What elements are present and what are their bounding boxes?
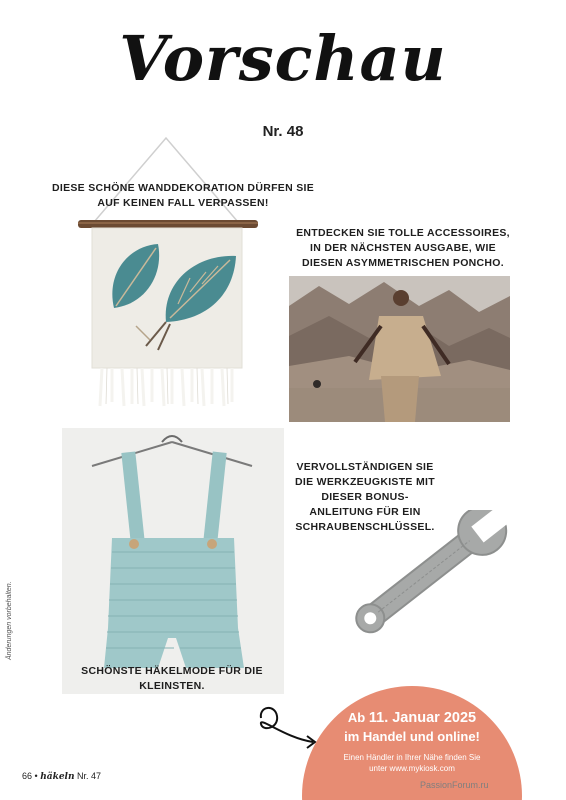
badge-dealer-info: Einen Händler in Ihrer Nähe finden Sie unter www.mykiosk.com bbox=[343, 753, 481, 773]
tools-caption: VERVOLLSTÄNDIGEN SIE DIE WERKZEUGKISTE MIT DIESER BONUS-ANLEITUNG FÜR EIN SCHRAUBENSCHLÜSSEL. bbox=[295, 461, 435, 533]
page-title: Vorschau bbox=[119, 22, 447, 95]
page-footer bbox=[22, 771, 101, 782]
magazine-brand: häkeln bbox=[40, 772, 75, 782]
wall-decoration-caption: DIESE SCHÖNE WANDDEKORATION DÜRFEN SIE AUF KEINEN FALL VERPASSEN! bbox=[51, 182, 315, 209]
wrench-photo bbox=[330, 510, 520, 636]
footer-bullet: • bbox=[34, 771, 38, 781]
poncho-caption: ENTDECKEN SIE TOLLE ACCESSOIRES, IN DER NÄCHSTEN AUSGABE, WIE DIESEN ASYMMETRISCHEN PONCHO. bbox=[296, 227, 510, 269]
release-badge bbox=[302, 686, 522, 800]
baby-romper-photo bbox=[62, 428, 284, 694]
footer-issue: Nr. 47 bbox=[77, 771, 102, 781]
badge-availability: im Handel und online! bbox=[344, 729, 480, 744]
wall-hanging-photo bbox=[66, 136, 266, 412]
watermark: PassionForum.ru bbox=[420, 780, 489, 790]
release-date: 11. Januar 2025 bbox=[368, 710, 477, 726]
badge-prefix: Ab bbox=[347, 710, 366, 725]
side-note: Änderungen vorbehalten. bbox=[6, 581, 13, 660]
page-number: 66 bbox=[22, 771, 33, 781]
poncho-photo bbox=[289, 276, 510, 422]
baby-caption: SCHÖNSTE HÄKELMODE FÜR DIE KLEINSTEN. bbox=[81, 665, 263, 692]
issue-number: Nr. 48 bbox=[262, 123, 304, 140]
